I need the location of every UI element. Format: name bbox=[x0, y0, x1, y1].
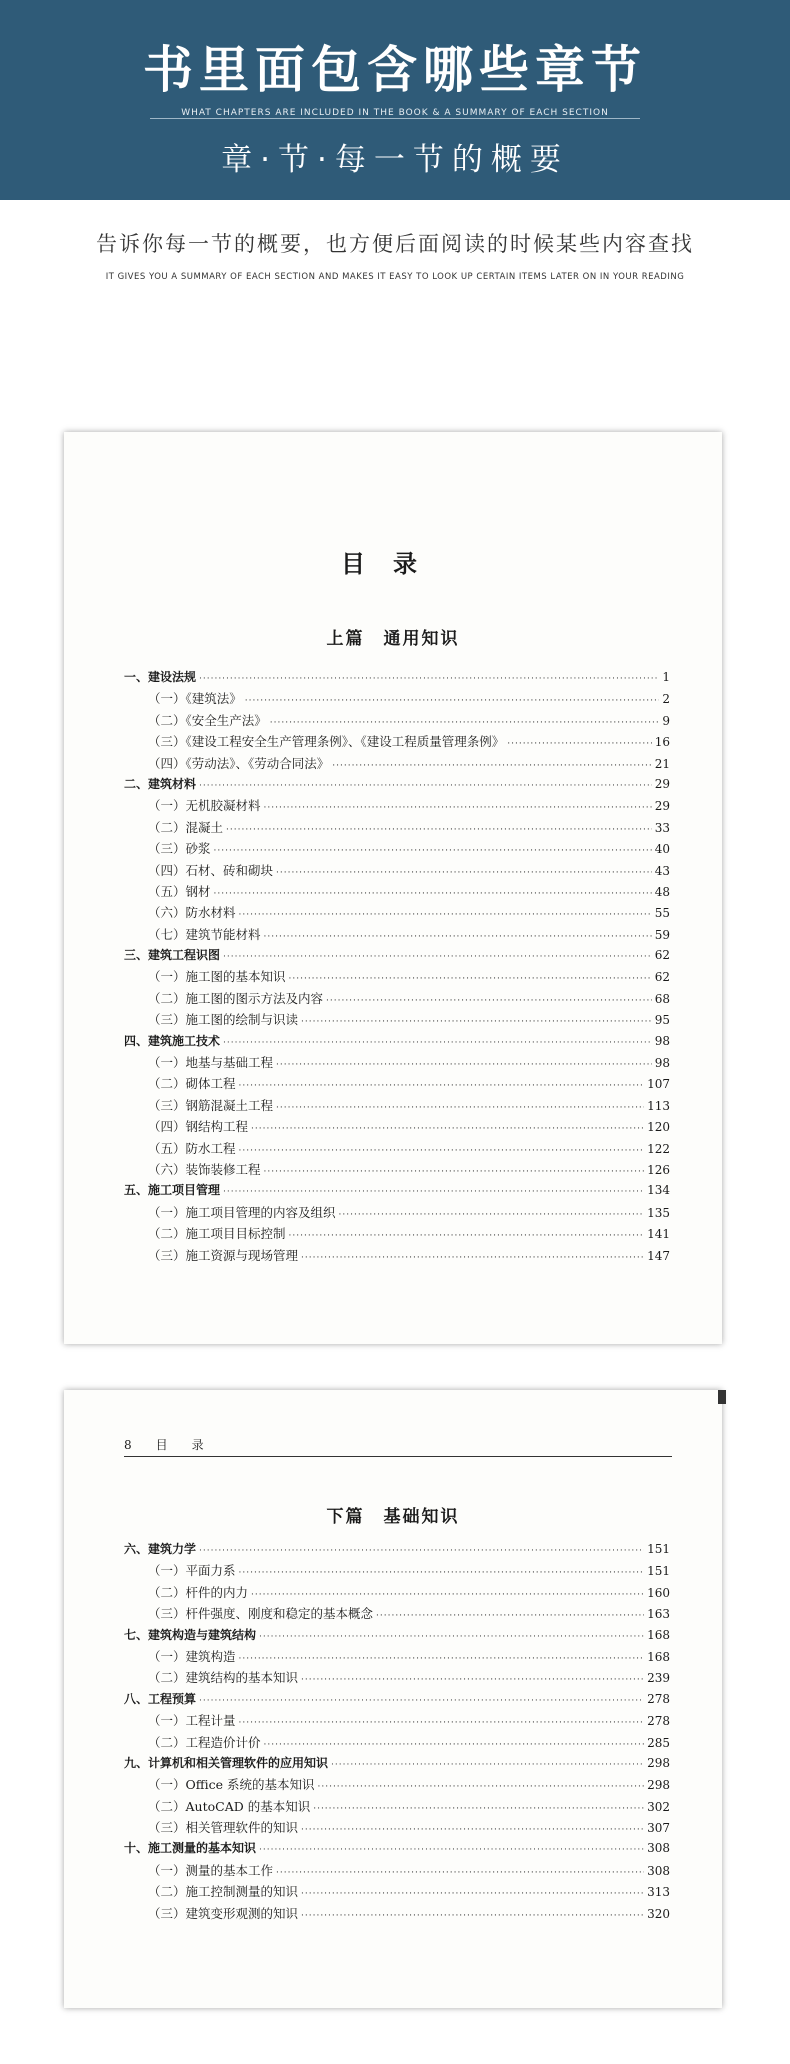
toc-entry-label: （四）石材、砖和砌块 bbox=[148, 862, 274, 878]
toc-leader-dots bbox=[245, 696, 660, 706]
toc-entry-label: （三）钢筋混凝土工程 bbox=[148, 1097, 274, 1113]
toc-section-row bbox=[124, 1882, 670, 1903]
toc-page-number: 59 bbox=[654, 927, 670, 942]
toc-section-row bbox=[124, 1797, 670, 1818]
toc-section-row bbox=[124, 1246, 670, 1267]
toc-entry-label: （二）杆件的内力 bbox=[148, 1584, 249, 1600]
toc-leader-dots bbox=[239, 1081, 645, 1091]
toc-section-row bbox=[124, 1139, 670, 1160]
toc-entry-label: 八、工程预算 bbox=[124, 1691, 197, 1706]
toc-section-row bbox=[124, 839, 670, 860]
toc-page-number: 21 bbox=[654, 756, 670, 771]
toc-leader-dots bbox=[199, 1546, 644, 1556]
toc-entry-label: （三）建筑变形观测的知识 bbox=[148, 1905, 299, 1921]
toc-page-number: 239 bbox=[647, 1671, 670, 1686]
toc-page-number: 307 bbox=[647, 1821, 670, 1836]
toc-section-row bbox=[124, 1074, 670, 1095]
toc-page-number: 278 bbox=[647, 1714, 670, 1729]
toc-page-number: 16 bbox=[654, 735, 670, 750]
toc-page-number: 40 bbox=[654, 842, 670, 857]
toc-page-number: 278 bbox=[647, 1691, 670, 1706]
toc-section-row bbox=[124, 1053, 670, 1074]
toc-leader-dots bbox=[259, 1845, 644, 1855]
toc-leader-dots bbox=[301, 1675, 644, 1685]
toc-entry-label: （三）施工资源与现场管理 bbox=[148, 1247, 299, 1263]
toc-section-row bbox=[124, 861, 670, 882]
toc-page-number: 151 bbox=[647, 1564, 670, 1579]
toc-leader-dots bbox=[199, 1696, 644, 1706]
toc-leader-dots bbox=[289, 974, 652, 984]
toc-list-2 bbox=[124, 1540, 670, 1925]
toc-entry-label: （一）施工项目管理的内容及组织 bbox=[148, 1204, 336, 1220]
toc-section-row bbox=[124, 689, 670, 710]
toc-page-number: 29 bbox=[654, 799, 670, 814]
toc-entry-label: （一）建筑构造 bbox=[148, 1648, 236, 1664]
toc-entry-label: 七、建筑构造与建筑结构 bbox=[124, 1627, 257, 1642]
toc-section-row bbox=[124, 754, 670, 775]
toc-page-number: 298 bbox=[647, 1755, 670, 1770]
toc-leader-dots bbox=[226, 825, 652, 835]
toc-entry-label: 四、建筑施工技术 bbox=[124, 1033, 221, 1048]
toc-section-row bbox=[124, 1647, 670, 1668]
toc-section-row bbox=[124, 1561, 670, 1582]
part-title-lower: 下篇 基础知识 bbox=[326, 1507, 460, 1527]
toc-page-number: 107 bbox=[647, 1077, 670, 1092]
toc-section-row bbox=[124, 1203, 670, 1224]
toc-page-number: 135 bbox=[647, 1205, 670, 1220]
toc-entry-label: 十、施工测量的基本知识 bbox=[124, 1841, 257, 1856]
toc-leader-dots bbox=[301, 1889, 644, 1899]
toc-leader-dots bbox=[251, 1124, 644, 1134]
intro-text-cn: 告诉你每一节的概要，也方便后面阅读的时候某些内容查找 bbox=[96, 232, 694, 256]
toc-leader-dots bbox=[276, 1868, 644, 1878]
toc-leader-dots bbox=[264, 803, 652, 813]
banner-title: 书里面包含哪些章节 bbox=[143, 40, 647, 99]
toc-entry-label: （四）《劳动法》、《劳动合同法》 bbox=[148, 755, 330, 771]
toc-page-number: 68 bbox=[654, 991, 670, 1006]
toc-entry-label: （六）防水材料 bbox=[148, 905, 236, 921]
toc-page-number: 163 bbox=[647, 1607, 670, 1622]
toc-leader-dots bbox=[239, 910, 652, 920]
toc-section-row bbox=[124, 925, 670, 946]
toc-page-number: 122 bbox=[647, 1141, 670, 1156]
toc-leader-dots bbox=[276, 1103, 644, 1113]
toc-leader-dots bbox=[259, 1632, 644, 1642]
toc-chapter-row bbox=[124, 668, 670, 689]
toc-page-number: 9 bbox=[662, 713, 670, 728]
toc-section-row bbox=[124, 711, 670, 732]
toc-title: 目录 bbox=[341, 549, 445, 578]
toc-section-row bbox=[124, 989, 670, 1010]
toc-page-number: 141 bbox=[647, 1227, 670, 1242]
toc-page-number: 126 bbox=[647, 1162, 670, 1177]
toc-chapter-row bbox=[124, 1626, 670, 1647]
toc-section-row bbox=[124, 1096, 670, 1117]
toc-entry-label: （三）砂浆 bbox=[148, 841, 211, 857]
toc-section-row bbox=[124, 1711, 670, 1732]
toc-entry-label: （二）施工项目目标控制 bbox=[148, 1226, 286, 1242]
toc-page-number: 285 bbox=[647, 1735, 670, 1750]
toc-entry-label: （一）平面力系 bbox=[148, 1563, 236, 1579]
toc-entry-label: 三、建筑工程识图 bbox=[124, 948, 221, 963]
toc-entry-label: （一）工程计量 bbox=[148, 1713, 236, 1729]
toc-chapter-row bbox=[124, 946, 670, 967]
toc-section-row bbox=[124, 1583, 670, 1604]
toc-leader-dots bbox=[301, 1017, 652, 1027]
toc-page-number: 298 bbox=[647, 1778, 670, 1793]
toc-entry-label: （五）钢材 bbox=[148, 883, 211, 899]
toc-chapter-row bbox=[124, 1032, 670, 1053]
toc-page-number: 151 bbox=[647, 1542, 670, 1556]
toc-page-number: 168 bbox=[647, 1627, 670, 1642]
toc-entry-label: （二）混凝土 bbox=[148, 819, 224, 835]
toc-page-number: 120 bbox=[647, 1120, 670, 1135]
toc-section-row bbox=[124, 1117, 670, 1138]
toc-leader-dots bbox=[239, 1568, 645, 1578]
header-banner bbox=[0, 0, 790, 200]
toc-leader-dots bbox=[223, 1187, 644, 1197]
toc-page-number: 302 bbox=[647, 1799, 670, 1814]
toc-section-row bbox=[124, 1904, 670, 1925]
toc-page-number: 98 bbox=[654, 1033, 670, 1048]
toc-entry-label: 九、计算机和相关管理软件的应用知识 bbox=[124, 1755, 329, 1770]
toc-leader-dots bbox=[199, 674, 659, 684]
toc-leader-dots bbox=[270, 718, 660, 728]
toc-leader-dots bbox=[223, 1038, 652, 1048]
toc-page-number: 320 bbox=[647, 1906, 670, 1921]
toc-page-number: 134 bbox=[647, 1183, 670, 1198]
toc-section-row bbox=[124, 1818, 670, 1839]
toc-page-number: 147 bbox=[647, 1248, 670, 1263]
toc-entry-label: （一）无机胶凝材料 bbox=[148, 798, 261, 814]
toc-page-number: 313 bbox=[647, 1885, 670, 1900]
toc-section-row bbox=[124, 1604, 670, 1625]
toc-page-number: 48 bbox=[654, 884, 670, 899]
toc-entry-label: （二）砌体工程 bbox=[148, 1076, 236, 1092]
toc-entry-label: 五、施工项目管理 bbox=[124, 1183, 221, 1198]
toc-leader-dots bbox=[276, 1060, 652, 1070]
toc-page-number: 62 bbox=[654, 970, 670, 985]
toc-page-number: 168 bbox=[647, 1649, 670, 1664]
toc-section-row bbox=[124, 732, 670, 753]
toc-leader-dots bbox=[301, 1825, 644, 1835]
toc-list-1 bbox=[124, 668, 670, 1267]
toc-leader-dots bbox=[214, 846, 652, 856]
toc-leader-dots bbox=[326, 996, 652, 1006]
toc-entry-label: （一）《建筑法》 bbox=[148, 691, 242, 707]
toc-leader-dots bbox=[239, 1146, 645, 1156]
intro-text-en: IT GIVES YOU A SUMMARY OF EACH SECTION AND MAKES IT EASY TO LOOK UP CERTAIN ITEMS LATER ON IN YOUR READING bbox=[105, 272, 685, 282]
toc-leader-dots bbox=[332, 761, 651, 771]
toc-section-row bbox=[124, 967, 670, 988]
toc-section-row bbox=[124, 1224, 670, 1245]
toc-leader-dots bbox=[264, 1740, 645, 1750]
toc-entry-label: （二）工程造价计价 bbox=[148, 1734, 261, 1750]
toc-leader-dots bbox=[301, 1253, 644, 1263]
toc-section-row bbox=[124, 1861, 670, 1882]
toc-leader-dots bbox=[289, 1231, 645, 1241]
toc-entry-label: （二）建筑结构的基本知识 bbox=[148, 1670, 299, 1686]
toc-leader-dots bbox=[199, 781, 652, 791]
toc-leader-dots bbox=[376, 1611, 644, 1621]
toc-entry-label: （二）施工控制测量的知识 bbox=[148, 1884, 299, 1900]
toc-leader-dots bbox=[339, 1210, 645, 1220]
toc-leader-dots bbox=[264, 932, 652, 942]
toc-page-number: 95 bbox=[654, 1013, 670, 1028]
toc-section-row bbox=[124, 1668, 670, 1689]
toc-entry-label: （一）施工图的基本知识 bbox=[148, 969, 286, 985]
toc-entry-label: （二）《安全生产法》 bbox=[148, 712, 267, 728]
toc-entry-label: （三）相关管理软件的知识 bbox=[148, 1820, 299, 1836]
toc-entry-label: （四）钢结构工程 bbox=[148, 1119, 249, 1135]
toc-leader-dots bbox=[331, 1760, 644, 1770]
toc-entry-label: 六、建筑力学 bbox=[124, 1542, 197, 1556]
toc-leader-dots bbox=[507, 739, 651, 749]
toc-page-number: 98 bbox=[654, 1056, 670, 1071]
toc-section-row bbox=[124, 1733, 670, 1754]
banner-subtitle-cn: 章·节·每一节的概要 bbox=[221, 142, 569, 178]
page-edge-mark bbox=[718, 1390, 726, 1404]
toc-entry-label: （五）防水工程 bbox=[148, 1140, 236, 1156]
toc-section-row bbox=[124, 796, 670, 817]
toc-leader-dots bbox=[264, 1167, 645, 1177]
toc-section-row bbox=[124, 818, 670, 839]
toc-entry-label: （一）测量的基本工作 bbox=[148, 1862, 274, 1878]
toc-leader-dots bbox=[251, 1590, 644, 1600]
toc-section-row bbox=[124, 882, 670, 903]
toc-entry-label: （二）施工图的图示方法及内容 bbox=[148, 990, 324, 1006]
toc-entry-label: （七）建筑节能材料 bbox=[148, 926, 261, 942]
toc-chapter-row bbox=[124, 775, 670, 796]
toc-entry-label: （一）地基与基础工程 bbox=[148, 1055, 274, 1071]
toc-leader-dots bbox=[214, 889, 652, 899]
toc-page-number: 308 bbox=[647, 1841, 670, 1856]
running-head: 8 目 录 bbox=[124, 1436, 672, 1457]
toc-page-number: 160 bbox=[647, 1585, 670, 1600]
toc-section-row bbox=[124, 1160, 670, 1181]
toc-page-number: 62 bbox=[654, 948, 670, 963]
toc-section-row bbox=[124, 1775, 670, 1796]
toc-chapter-row bbox=[124, 1754, 670, 1775]
toc-page-number: 55 bbox=[654, 906, 670, 921]
toc-section-row bbox=[124, 1010, 670, 1031]
toc-page-number: 2 bbox=[662, 692, 670, 707]
toc-leader-dots bbox=[313, 1804, 644, 1814]
toc-chapter-row bbox=[124, 1690, 670, 1711]
toc-leader-dots bbox=[301, 1911, 644, 1921]
toc-page-2 bbox=[64, 1390, 722, 2008]
banner-subtitle-en: WHAT CHAPTERS ARE INCLUDED IN THE BOOK & A SUMMARY OF EACH SECTION bbox=[181, 108, 609, 118]
toc-leader-dots bbox=[239, 1654, 645, 1664]
toc-entry-label: 一、建设法规 bbox=[124, 670, 197, 684]
toc-chapter-row bbox=[124, 1181, 670, 1202]
toc-chapter-row bbox=[124, 1540, 670, 1561]
banner-divider bbox=[150, 118, 640, 119]
toc-leader-dots bbox=[223, 952, 652, 962]
toc-page-number: 29 bbox=[654, 776, 670, 791]
toc-entry-label: （三）《建设工程安全生产管理条例》、《建设工程质量管理条例》 bbox=[148, 734, 505, 750]
toc-entry-label: （三）施工图的绘制与识读 bbox=[148, 1012, 299, 1028]
part-title-upper: 上篇 通用知识 bbox=[326, 629, 460, 649]
toc-page-number: 308 bbox=[647, 1863, 670, 1878]
toc-page-1 bbox=[64, 432, 722, 1344]
toc-leader-dots bbox=[239, 1718, 645, 1728]
toc-page-number: 113 bbox=[647, 1098, 670, 1113]
toc-page-number: 1 bbox=[662, 670, 670, 684]
toc-entry-label: 二、建筑材料 bbox=[124, 776, 197, 791]
toc-section-row bbox=[124, 903, 670, 924]
toc-entry-label: （六）装饰装修工程 bbox=[148, 1161, 261, 1177]
toc-entry-label: （三）杆件强度、刚度和稳定的基本概念 bbox=[148, 1606, 374, 1622]
toc-chapter-row bbox=[124, 1839, 670, 1860]
toc-page-number: 33 bbox=[654, 820, 670, 835]
toc-leader-dots bbox=[318, 1782, 645, 1792]
toc-leader-dots bbox=[276, 868, 652, 878]
toc-page-number: 43 bbox=[654, 863, 670, 878]
toc-entry-label: （二）AutoCAD 的基本知识 bbox=[148, 1798, 311, 1814]
toc-entry-label: （一）Office 系统的基本知识 bbox=[148, 1777, 315, 1793]
